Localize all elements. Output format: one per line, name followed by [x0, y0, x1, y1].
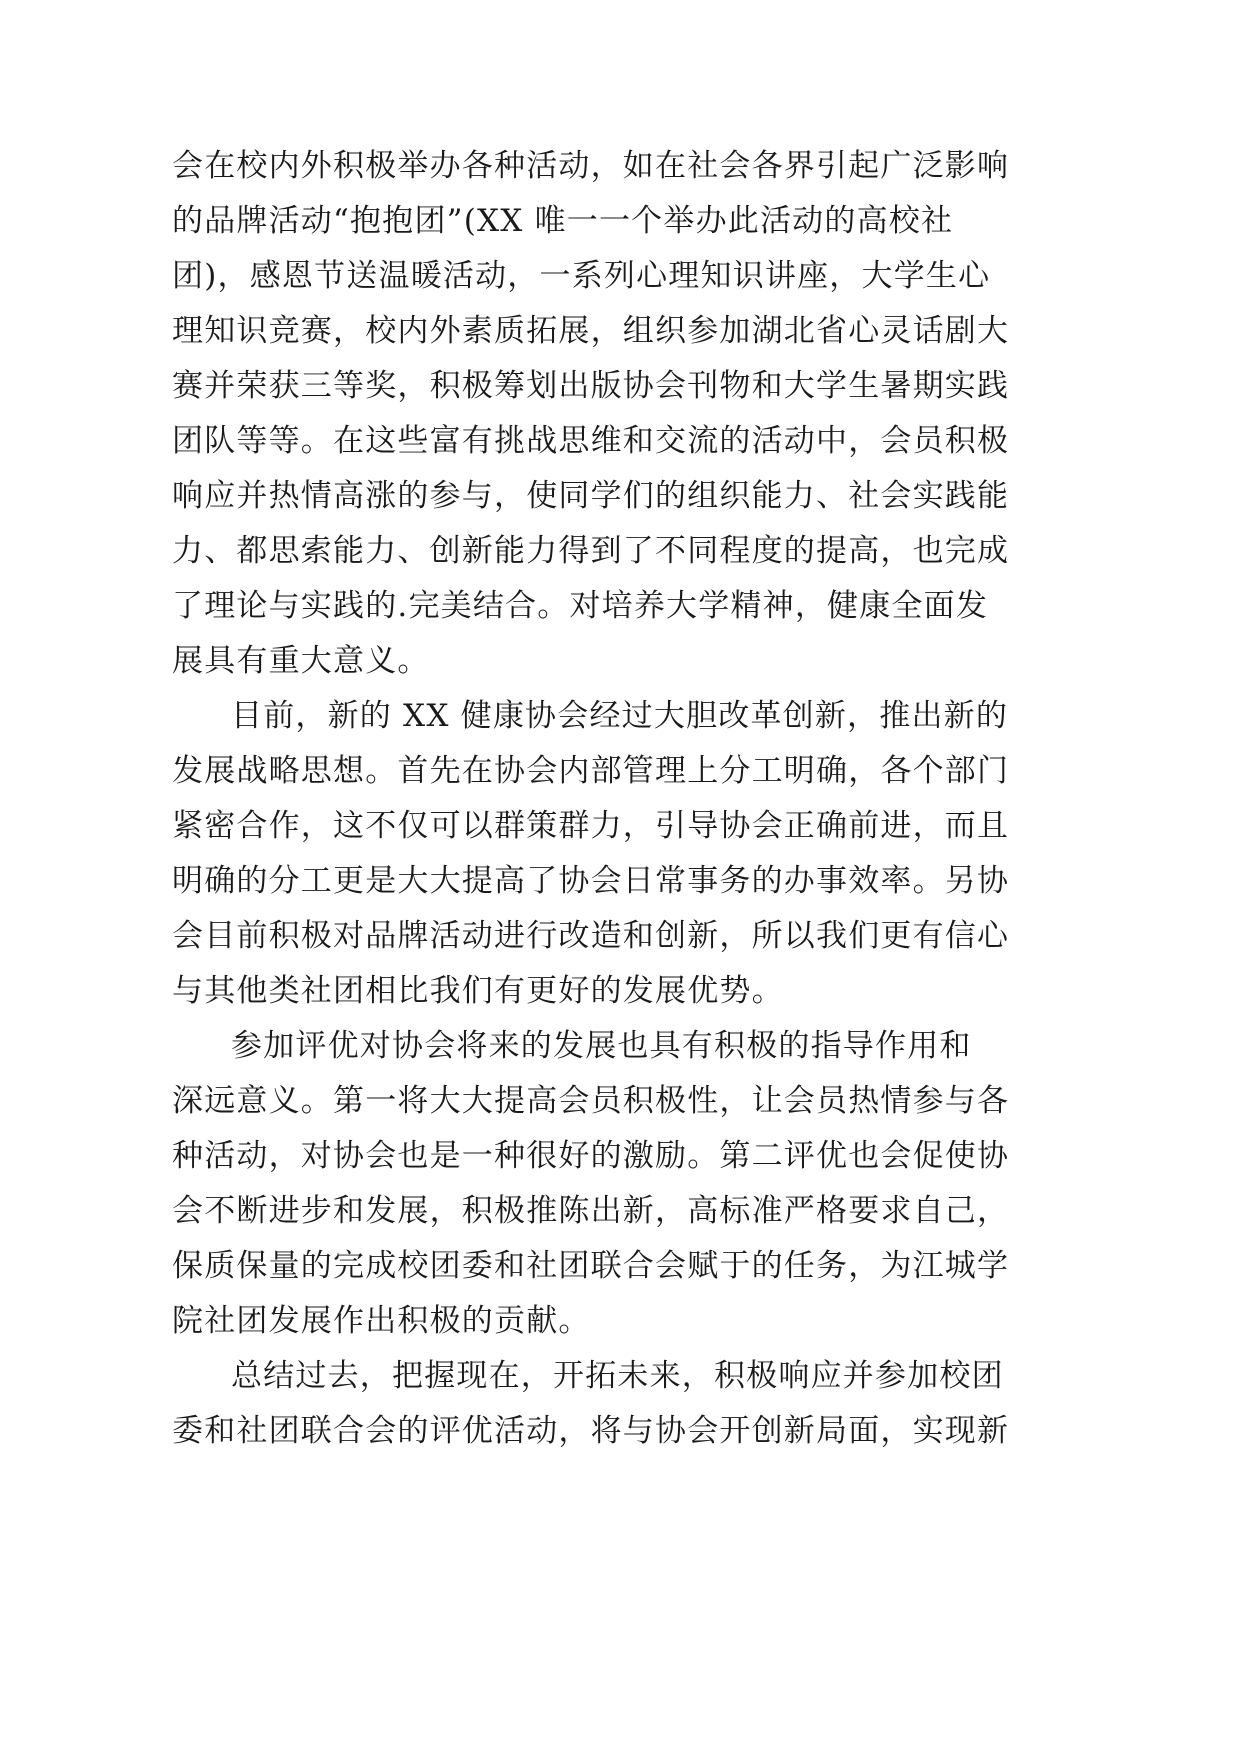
text-line: 团)，感恩节送温暖活动，一系列心理知识讲座，大学生心	[172, 258, 991, 294]
text-line: 明确的分工更是大大提高了协会日常事务的办事效率。另协	[172, 863, 1010, 899]
text-line: 种活动，对协会也是一种很好的激励。第二评优也会促使协	[172, 1138, 1010, 1174]
text-line: 赛并荣获三等奖，积极筹划出版协会刊物和大学生暑期实践	[172, 368, 1010, 404]
text-line: 目前，新的 XX 健康协会经过大胆改革创新，推出新的	[231, 698, 1009, 734]
text-line: 与其他类社团相比我们有更好的发展优势。	[172, 973, 784, 1009]
text-line: 院社团发展作出积极的贡献。	[172, 1303, 591, 1339]
text-line: 深远意义。第一将大大提高会员积极性，让会员热情参与各	[172, 1083, 1010, 1119]
text-line: 参加评优对协会将来的发展也具有积极的指导作用和	[231, 1028, 972, 1064]
text-line: 紧密合作，这不仅可以群策群力，引导协会正确前进，而且	[172, 808, 1010, 844]
text-line: 委和社团联合会的评优活动，将与协会开创新局面，实现新	[172, 1413, 1010, 1449]
text-line: 理知识竞赛，校内外素质拓展，组织参加湖北省心灵话剧大	[172, 313, 1010, 349]
text-line: 了理论与实践的.完美结合。对培养大学精神，健康全面发	[172, 588, 989, 624]
text-line: 的品牌活动“抱抱团”(XX 唯一一个举办此活动的高校社	[172, 203, 954, 239]
text-line: 团队等等。在这些富有挑战思维和交流的活动中，会员积极	[172, 423, 1010, 459]
text-line: 展具有重大意义。	[172, 643, 430, 679]
text-line: 保质保量的完成校团委和社团联合会赋于的任务，为江城学	[172, 1248, 1010, 1284]
text-line: 总结过去，把握现在，开拓未来，积极响应并参加校团	[231, 1358, 1004, 1394]
text-line: 会在校内外积极举办各种活动，如在社会各界引起广泛影响	[172, 148, 1010, 184]
text-line: 响应并热情高涨的参与，使同学们的组织能力、社会实践能	[172, 478, 1010, 514]
text-line: 会不断进步和发展，积极推陈出新，高标准严格要求自己，	[172, 1193, 1010, 1229]
text-line: 发展战略思想。首先在协会内部管理上分工明确，各个部门	[172, 753, 1010, 789]
text-line: 力、都思索能力、创新能力得到了不同程度的提高，也完成	[172, 533, 1010, 569]
text-line: 会目前积极对品牌活动进行改造和创新，所以我们更有信心	[172, 918, 1010, 954]
